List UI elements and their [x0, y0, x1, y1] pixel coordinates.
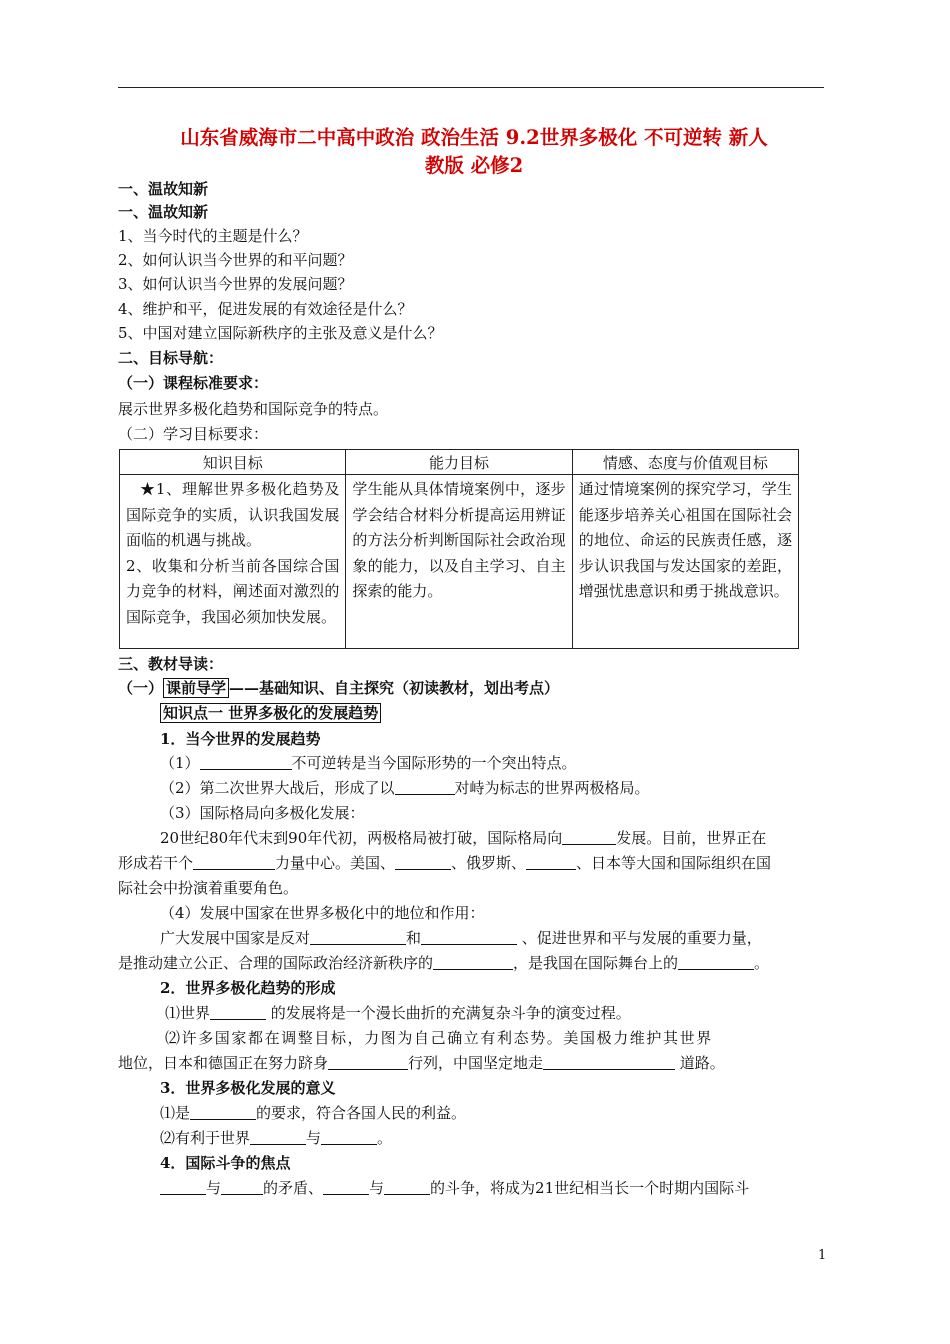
section-heading-3: 三、教材导读：: [118, 655, 224, 673]
knowledge-item-2: 2、收集和分析当前各国综合国力竞争的材料，阐述面对激烈的国际竞争，我国必须加快发展。: [126, 556, 340, 626]
formation-2-line-2: 地位，日本和德国正在努力跻身 行列，中国坚定地走 道路。: [118, 1054, 725, 1072]
para-4-line-1: 广大发展中国家是反对 和 、促进世界和平与发展的重要力量，: [160, 929, 762, 947]
fill-blank[interactable]: [395, 854, 451, 870]
fill-blank[interactable]: [250, 1129, 306, 1145]
fill-blank[interactable]: [160, 1179, 206, 1195]
header-rule: [118, 87, 824, 88]
item-3: （3）国际格局向多极化发展：: [160, 804, 365, 822]
title-line-1: 山东省威海市二中高中政治 政治生活 9.2世界多极化 不可逆转 新人: [180, 126, 768, 149]
para-3-line-2: 形成若干个 力量中心。美国、 、俄罗斯、 、日本等大国和国际组织在国: [118, 854, 772, 872]
fill-blank[interactable]: [543, 1054, 675, 1070]
significance-2: ⑵有利于世界 与 。: [160, 1129, 393, 1147]
para-3-line-1: 20世纪80年代末到90年代初，两极格局被打破，国际格局向 发展。目前，世界正在: [160, 829, 767, 847]
fill-blank[interactable]: [526, 854, 576, 870]
formation-1: ⑴世界 的发展将是一个漫长曲折的充满复杂斗争的演变过程。: [165, 1004, 631, 1022]
fill-blank[interactable]: [321, 1129, 377, 1145]
section-heading-2: 二、目标导航：: [118, 349, 224, 367]
fill-blank[interactable]: [328, 1054, 408, 1070]
header-ability: 能力目标: [346, 450, 572, 475]
fill-blank[interactable]: [678, 954, 754, 970]
preview-boxed-label: 课前导学: [163, 678, 229, 698]
fill-blank[interactable]: [200, 754, 292, 770]
cell-values: 通过情境案例的探究学习，学生能逐步培养关心祖国在国际社会的地位、命运的民族责任感，逐步认识我国与发达国家的差距，增强忧患意识和勇于挑战意识。: [572, 475, 798, 649]
cell-ability: 学生能从具体情境案例中，逐步学会结合材料分析提高运用辨证的方法分析判断国际社会政治现象的能力，以及自主学习、自主探索的能力。: [346, 475, 572, 649]
heading-formation: 2．世界多极化趋势的形成: [160, 979, 336, 997]
heading-significance: 3．世界多极化发展的意义: [160, 1079, 336, 1097]
fill-blank[interactable]: [421, 929, 517, 945]
knowledge-item-1: ★1、理解世界多极化趋势及国际竞争的实质，认识我国发展面临的机遇与挑战。: [126, 480, 340, 549]
item-2: （2）第二次世界大战后，形成了以 对峙为标志的世界两极格局。: [160, 779, 650, 797]
fill-blank[interactable]: [323, 1179, 369, 1195]
item-4: （4）发展中国家在世界多极化中的地位和作用：: [160, 904, 485, 922]
fill-blank[interactable]: [384, 1179, 430, 1195]
item-1: （1） 不可逆转是当今国际形势的一个突出特点。: [160, 754, 577, 772]
para-3-line-3: 际社会中扮演着重要角色。: [118, 879, 299, 897]
fill-blank[interactable]: [221, 1179, 263, 1195]
heading-trend: 1．当今世界的发展趋势: [160, 730, 321, 748]
knowledge-point-1: 知识点一 世界多极化的发展趋势: [160, 702, 381, 724]
subheading-objectives: （二）学习目标要求：: [118, 425, 269, 443]
significance-1: ⑴是 的要求，符合各国人民的利益。: [160, 1104, 467, 1122]
header-values: 情感、态度与价值观目标: [572, 450, 798, 475]
preview-heading: （一） 课前导学 ——基础知识、自主探究（初读教材，划出考点）: [118, 679, 560, 697]
fill-blank[interactable]: [310, 929, 406, 945]
focus-line: 与 的矛盾、 与 的斗争，将成为21世纪相当长一个时期内国际斗: [160, 1177, 749, 1199]
question-5: 5、中国对建立国际新秩序的主张及意义是什么？: [118, 324, 443, 342]
section-heading-1b: 一、温故知新: [118, 203, 209, 221]
fill-blank[interactable]: [190, 1104, 256, 1120]
header-knowledge: 知识目标: [120, 450, 346, 475]
curriculum-text: 展示世界多极化趋势和国际竞争的特点。: [118, 400, 389, 418]
question-4: 4、维护和平，促进发展的有效途径是什么？: [118, 300, 413, 318]
question-3: 3、如何认识当今世界的发展问题？: [118, 275, 353, 293]
objectives-table: [119, 449, 799, 649]
title-line-2: 教版 必修2: [424, 154, 524, 177]
para-4-line-2: 是推动建立公正、合理的国际政治经济新秩序的 ，是我国在国际舞台上的 。: [118, 954, 770, 972]
heading-focus: 4．国际斗争的焦点: [160, 1154, 291, 1172]
formation-2-line-1: ⑵许多国家都在调整目标，力图为自己确立有利态势。美国极力维护其世界: [165, 1029, 713, 1047]
fill-blank[interactable]: [562, 829, 616, 845]
question-2: 2、如何认识当今世界的和平问题？: [118, 251, 353, 269]
fill-blank[interactable]: [193, 854, 275, 870]
page-number: 1: [818, 1248, 827, 1263]
subheading-curriculum: （一）课程标准要求：: [118, 374, 269, 392]
document-title: [118, 124, 830, 180]
fill-blank[interactable]: [210, 1004, 266, 1020]
cell-knowledge: [120, 475, 346, 649]
section-heading-1a: 一、温故知新: [118, 180, 209, 198]
question-1: 1、当今时代的主题是什么？: [118, 227, 308, 245]
fill-blank[interactable]: [433, 954, 513, 970]
fill-blank[interactable]: [395, 779, 455, 795]
